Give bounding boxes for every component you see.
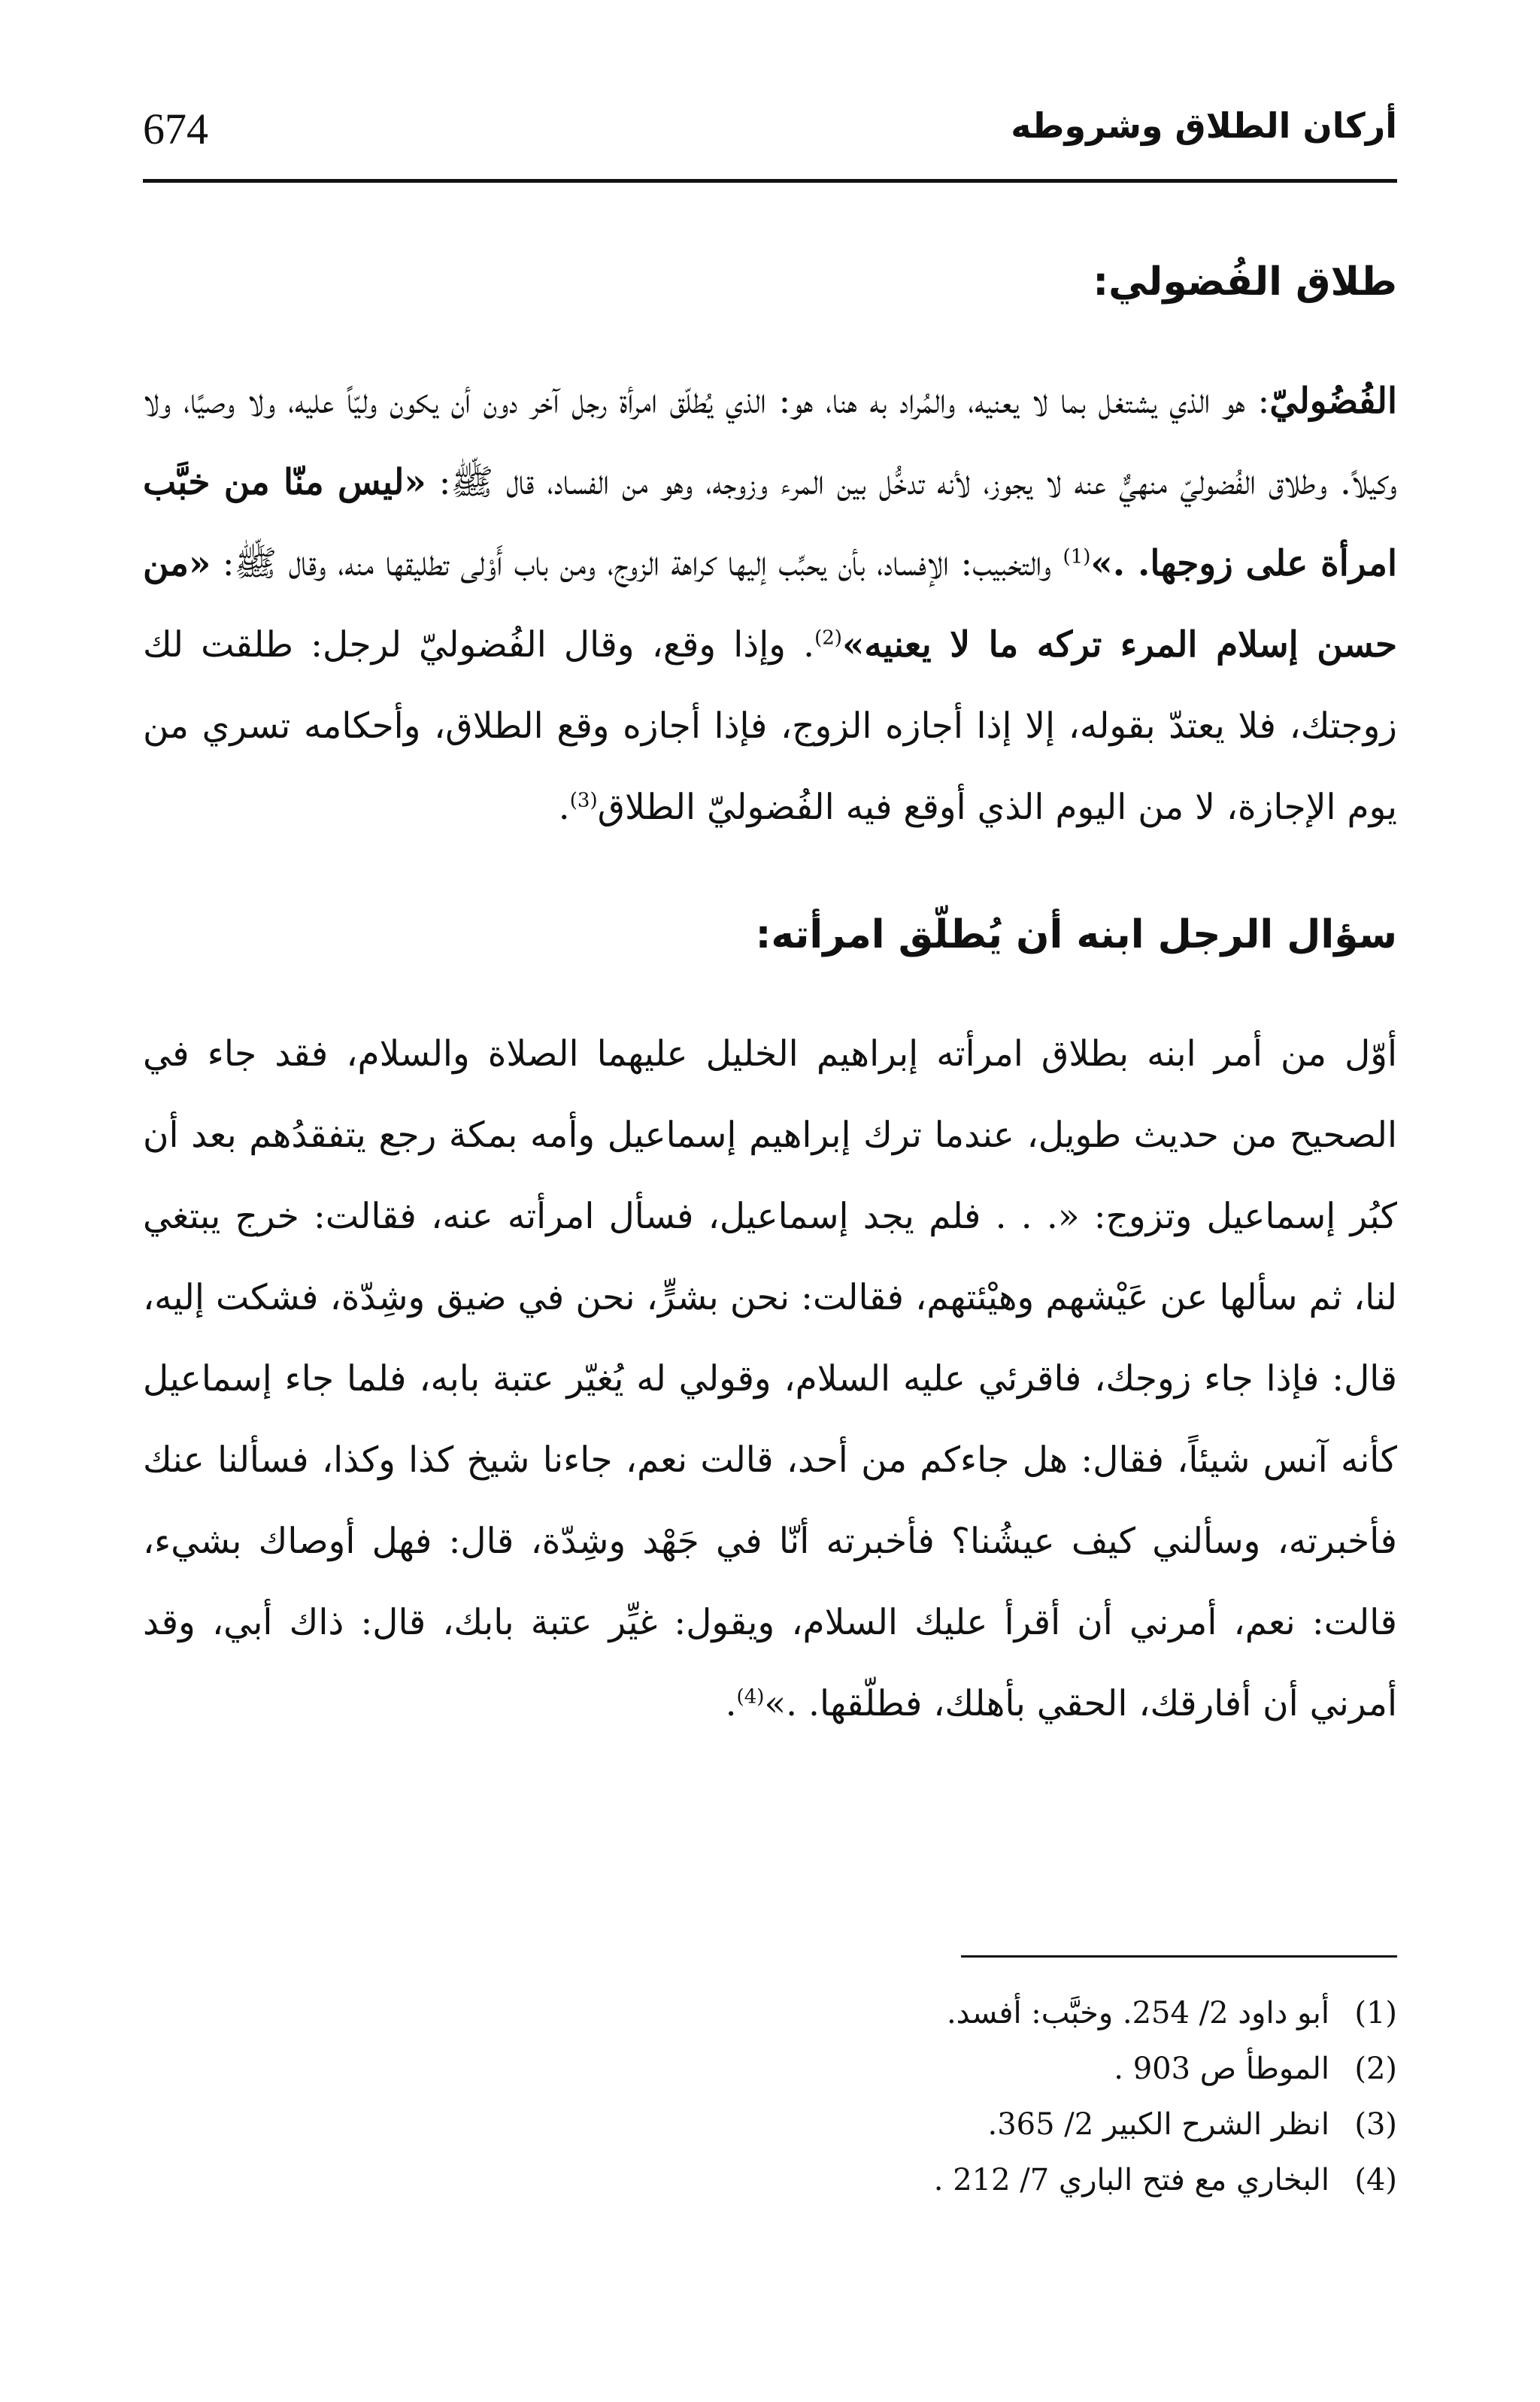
footnotes (143, 1985, 1397, 2208)
page-number: 674 (143, 105, 208, 153)
paragraph: أوّل من أمر ابنه بطلاق امرأته إبراهيم الخليل عليهما الصلاة والسلام، فقد جاء في الصحيح من حديث طويل، عندما ترك إبراهيم إسماعيل وأمه بمكة رجع يتفقدُهم بعد أن كبُر إسماعيل وتزوج: «. . . فلم يجد إسماعيل، فسأل امرأته عنه، فقالت: خرج يبتغي لنا، ثم سألها عن عَيْشهم وهيْئتهم، فقالت: نحن بشرٍّ، نحن في ضيق وشِدّة، فشكت إليه، قال: فإذا جاء زوجك، فاقرئي عليه السلام، وقولي له يُغيّر عتبة بابه، فلما جاء إسماعيل كأنه آنس شيئاً، فقال: هل جاءكم من أحد، قالت نعم، جاءنا شيخ كذا وكذا، فسألنا عنك فأخبرته، وسألني كيف عيشُنا؟ فأخبرته أنّا في جَهْد وشِدّة، قال: فهل أوصاك بشيء، قالت: نعم، أمرني أن أقرأ عليك السلام، ويقول: غيِّر عتبة بابك، قال: ذاك أبي، وقد أمرني أن أفارقك، الحقي بأهلك، فطلّقها. .»$^{(4)}$. (143, 1033, 1397, 1724)
running-title: أركان الطلاق وشروطه (1011, 105, 1397, 146)
section-heading: طلاق الفُضولي: (1093, 259, 1397, 305)
main-text (143, 248, 1397, 1745)
footnote-text: الموطأ ص 903 . (1114, 2052, 1329, 2086)
footnote-item (143, 2041, 1397, 2097)
hadith-quote: «من حسن إسلام المرء تركه ما لا يعنيه» (143, 543, 1397, 666)
section-heading: سؤال الرجل ابنه أن يُطلّق امرأته: (755, 912, 1397, 957)
footnote-marker: (2) (814, 626, 842, 650)
footnote-number: (3) (1354, 2107, 1397, 2142)
running-header (143, 83, 1397, 180)
hadith-quote: «ليس منّا من خبَّب امرأة على زوجها. .» (143, 462, 1398, 584)
footnote-marker: (3) (569, 789, 598, 812)
footnote-marker: (1) (1063, 545, 1091, 569)
footnote-text: أبو داود 2/ 254. وخبَّب: أفسد. (946, 1996, 1329, 2030)
footnote-item (143, 2097, 1397, 2152)
footnote-text: البخاري مع فتح الباري 7/ 212 . (933, 2163, 1329, 2197)
footnote-text: انظر الشرح الكبير 2/ 365. (987, 2107, 1329, 2142)
defined-term: الفُضُوليّ (1269, 381, 1397, 422)
footnote-item (143, 2152, 1397, 2208)
footnote-number: (1) (1354, 1996, 1397, 2030)
header-divider (143, 179, 1397, 183)
footnote-item (143, 1985, 1397, 2041)
paragraph: الفُضُوليّ: هو الذي يشتغل بما لا يعنيه، والمُراد به هنا، هو: الذي يُطلّق امرأة رجل آخر دون أن يكون وليّاً عليه، ولا وصيًا، ولا وكيلاً. وطلاق الفُضوليّ منهيٌّ عنه لا يجوز، لأنه تدخُّل بين المرء وزوجه، وهو من الفساد، قال ﷺ: «ليس منّا من خبَّب امرأة على زوجها. .»$^{(1)}$ والتخبيب: الإفساد، بأن يحبِّب إليها كراهة الزوج، ومن باب أَوْلى تطليقها منه، وقال ﷺ: «من حسن إسلام المرء تركه ما لا يعنيه»$^{(2)}$. وإذا وقع، وقال الفُضوليّ لرجل: طلقت لك زوجتك، فلا يعتدّ بقوله، إلا إذا أجازه الزوج، فإذا أجازه وقع الطلاق، وأحكامه تسري من يوم الإجازة، لا من اليوم الذي أوقع فيه الفُضوليّ الطلاق$^{(3)}$. (143, 381, 1398, 828)
footnote-number: (4) (1354, 2163, 1397, 2197)
footnote-number: (2) (1354, 2052, 1397, 2086)
footnote-marker: (4) (736, 1685, 765, 1709)
footnote-divider (961, 1955, 1397, 1958)
